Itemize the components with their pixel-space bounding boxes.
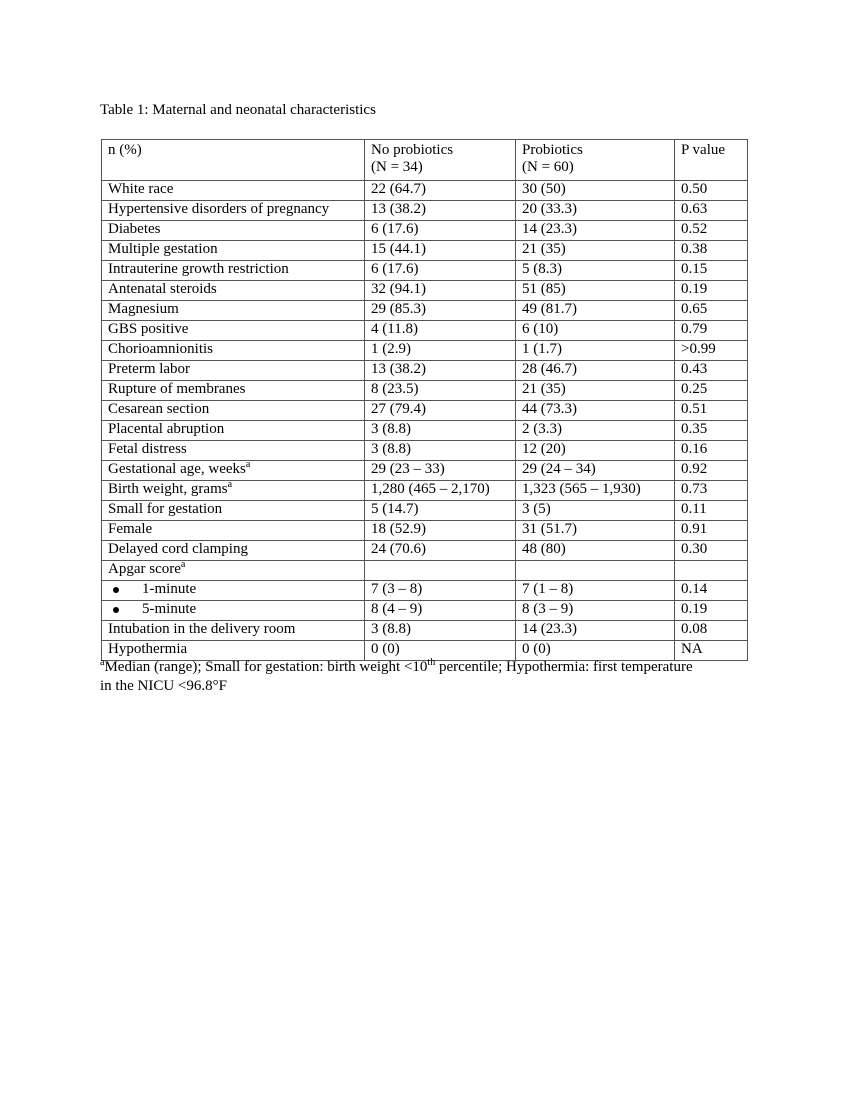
table-row-small-for-gestation — [102, 501, 748, 521]
row-no-probiotics-value-text: 0 (0) — [371, 641, 400, 657]
row-no-probiotics-value-text: 1 (2.9) — [371, 341, 411, 357]
header-n-percent-text: n (%) — [108, 142, 142, 158]
row-p-value-text: 0.52 — [681, 221, 708, 237]
row-p-value — [675, 501, 748, 521]
row-probiotics-value-text: 5 (8.3) — [522, 261, 562, 277]
row-label-text: 5-minute — [142, 601, 197, 617]
row-p-value-text: 0.63 — [681, 201, 708, 217]
row-label-text: Chorioamnionitis — [108, 341, 213, 357]
row-probiotics-value-text: 20 (33.3) — [522, 201, 577, 217]
table-row-intrauterine-growth-restriction — [102, 261, 748, 281]
row-label — [102, 601, 365, 621]
row-no-probiotics-value-text: 6 (17.6) — [371, 221, 419, 237]
row-probiotics-value — [516, 321, 675, 341]
header-p-value — [675, 140, 748, 181]
row-no-probiotics-value — [365, 341, 516, 361]
row-p-value — [675, 461, 748, 481]
table-footnote — [100, 658, 700, 696]
row-p-value — [675, 221, 748, 241]
table-row-apgar-1-minute — [102, 581, 748, 601]
row-p-value — [675, 181, 748, 201]
header-probiotics-n: (N = 60) — [522, 159, 574, 175]
table-row-preterm-labor — [102, 361, 748, 381]
row-label-text: Cesarean section — [108, 401, 210, 417]
row-label — [102, 461, 365, 481]
row-no-probiotics-value — [365, 461, 516, 481]
row-probiotics-value — [516, 541, 675, 561]
row-no-probiotics-value — [365, 581, 516, 601]
row-label — [102, 341, 365, 361]
header-no-probiotics-n: (N = 34) — [371, 159, 423, 175]
row-probiotics-value — [516, 481, 675, 501]
row-probiotics-value — [516, 261, 675, 281]
row-no-probiotics-value — [365, 221, 516, 241]
row-no-probiotics-value-text: 29 (85.3) — [371, 301, 426, 317]
row-p-value — [675, 261, 748, 281]
row-p-value — [675, 561, 748, 581]
row-label — [102, 301, 365, 321]
row-label — [102, 281, 365, 301]
row-probiotics-value-text: 6 (10) — [522, 321, 559, 337]
row-probiotics-value-text: 49 (81.7) — [522, 301, 577, 317]
table-row-diabetes — [102, 221, 748, 241]
row-probiotics-value-text: 1,323 (565 – 1,930) — [522, 481, 641, 497]
table-row-chorioamnionitis — [102, 341, 748, 361]
row-p-value-text: 0.65 — [681, 301, 708, 317]
row-label — [102, 561, 365, 581]
characteristics-table — [101, 139, 748, 661]
row-probiotics-value-text: 12 (20) — [522, 441, 566, 457]
row-p-value — [675, 361, 748, 381]
row-p-value-text: 0.35 — [681, 421, 708, 437]
row-label — [102, 501, 365, 521]
row-no-probiotics-value — [365, 301, 516, 321]
row-no-probiotics-value-text: 8 (23.5) — [371, 381, 419, 397]
row-p-value — [675, 621, 748, 641]
row-p-value-text: 0.79 — [681, 321, 708, 337]
row-probiotics-value-text: 2 (3.3) — [522, 421, 562, 437]
row-p-value-text: 0.14 — [681, 581, 708, 597]
row-label-text: 1-minute — [142, 581, 197, 597]
table-row-rupture-of-membranes — [102, 381, 748, 401]
row-probiotics-value — [516, 601, 675, 621]
row-probiotics-value — [516, 461, 675, 481]
row-p-value-text: 0.38 — [681, 241, 708, 257]
row-label — [102, 361, 365, 381]
row-p-value-text: 0.08 — [681, 621, 708, 637]
row-probiotics-value — [516, 381, 675, 401]
row-label-text: Birth weight, grams — [108, 481, 228, 497]
header-probiotics-title: Probiotics — [522, 142, 583, 158]
row-no-probiotics-value — [365, 481, 516, 501]
row-p-value-text: >0.99 — [681, 341, 716, 357]
table-row-magnesium — [102, 301, 748, 321]
table-caption: Table 1: Maternal and neonatal characteristics — [100, 102, 376, 118]
row-no-probiotics-value-text: 15 (44.1) — [371, 241, 426, 257]
row-p-value — [675, 601, 748, 621]
row-p-value — [675, 381, 748, 401]
row-probiotics-value-text: 14 (23.3) — [522, 621, 577, 637]
row-label-text: Placental abruption — [108, 421, 225, 437]
row-label — [102, 381, 365, 401]
row-probiotics-value — [516, 401, 675, 421]
row-label — [102, 261, 365, 281]
row-no-probiotics-value-text: 3 (8.8) — [371, 441, 411, 457]
row-no-probiotics-value — [365, 401, 516, 421]
row-p-value — [675, 481, 748, 501]
row-probiotics-value-text: 44 (73.3) — [522, 401, 577, 417]
row-p-value-text: 0.50 — [681, 181, 708, 197]
row-probiotics-value-text: 21 (35) — [522, 241, 566, 257]
row-label — [102, 201, 365, 221]
row-label-text: Rupture of membranes — [108, 381, 246, 397]
row-p-value — [675, 421, 748, 441]
table-row-white-race — [102, 181, 748, 201]
table-row-female — [102, 521, 748, 541]
row-p-value-text: 0.15 — [681, 261, 708, 277]
row-p-value — [675, 541, 748, 561]
row-probiotics-value-text: 30 (50) — [522, 181, 566, 197]
row-label — [102, 241, 365, 261]
row-label-text: Magnesium — [108, 301, 179, 317]
row-probiotics-value-text: 1 (1.7) — [522, 341, 562, 357]
row-label-text: Intrauterine growth restriction — [108, 261, 289, 277]
row-p-value-text: 0.51 — [681, 401, 708, 417]
row-label-text: Delayed cord clamping — [108, 541, 248, 557]
row-label — [102, 541, 365, 561]
row-label-text: Intubation in the delivery room — [108, 621, 296, 637]
footnote-sup-th: th — [427, 657, 436, 668]
header-probiotics — [516, 140, 675, 181]
row-label — [102, 221, 365, 241]
row-no-probiotics-value-text: 6 (17.6) — [371, 261, 419, 277]
row-p-value-text: NA — [681, 641, 703, 657]
row-probiotics-value-text: 31 (51.7) — [522, 521, 577, 537]
row-probiotics-value — [516, 501, 675, 521]
table-row-apgar-score — [102, 561, 748, 581]
row-no-probiotics-value — [365, 601, 516, 621]
row-probiotics-value — [516, 561, 675, 581]
row-probiotics-value — [516, 581, 675, 601]
row-no-probiotics-value — [365, 321, 516, 341]
row-probiotics-value — [516, 441, 675, 461]
table-row-fetal-distress — [102, 441, 748, 461]
table-row-gestational-age-weeks — [102, 461, 748, 481]
row-probiotics-value-text: 28 (46.7) — [522, 361, 577, 377]
table-row-intubation-in-the-delivery-room — [102, 621, 748, 641]
row-p-value — [675, 281, 748, 301]
row-label — [102, 481, 365, 501]
row-no-probiotics-value — [365, 201, 516, 221]
row-no-probiotics-value — [365, 521, 516, 541]
row-label-text: Antenatal steroids — [108, 281, 217, 297]
row-no-probiotics-value — [365, 281, 516, 301]
row-probiotics-value — [516, 521, 675, 541]
row-p-value-text: 0.11 — [681, 501, 707, 517]
row-probiotics-value — [516, 201, 675, 221]
row-label-text: Fetal distress — [108, 441, 187, 457]
row-no-probiotics-value-text: 3 (8.8) — [371, 621, 411, 637]
footnote-sup-a: a — [100, 657, 105, 668]
row-probiotics-value-text: 48 (80) — [522, 541, 566, 557]
row-no-probiotics-value-text: 13 (38.2) — [371, 361, 426, 377]
row-label-superscript: a — [227, 480, 233, 490]
header-no-probiotics-title: No probiotics — [371, 142, 454, 158]
row-label-text: Hypothermia — [108, 641, 188, 657]
row-probiotics-value-text: 0 (0) — [522, 641, 551, 657]
row-probiotics-value-text: 7 (1 – 8) — [522, 581, 574, 597]
row-no-probiotics-value-text: 18 (52.9) — [371, 521, 426, 537]
table-row-apgar-5-minute — [102, 601, 748, 621]
footnote-text-1: Median (range); Small for gestation: birth weight <10 — [104, 659, 428, 675]
row-label — [102, 421, 365, 441]
row-no-probiotics-value — [365, 181, 516, 201]
row-p-value-text: 0.43 — [681, 361, 708, 377]
row-no-probiotics-value — [365, 261, 516, 281]
row-p-value-text: 0.25 — [681, 381, 708, 397]
row-label-text: Small for gestation — [108, 501, 223, 517]
row-p-value-text: 0.19 — [681, 601, 708, 617]
table-row-placental-abruption — [102, 421, 748, 441]
row-label — [102, 401, 365, 421]
row-label-superscript: a — [245, 460, 251, 470]
row-label — [102, 581, 365, 601]
row-probiotics-value — [516, 181, 675, 201]
row-probiotics-value-text: 3 (5) — [522, 501, 551, 517]
row-p-value-text: 0.16 — [681, 441, 708, 457]
row-label-text: Hypertensive disorders of pregnancy — [108, 201, 330, 217]
row-no-probiotics-value-text: 29 (23 – 33) — [371, 461, 445, 477]
bullet-icon — [108, 581, 196, 598]
row-label-text: Preterm labor — [108, 361, 191, 377]
row-no-probiotics-value-text: 27 (79.4) — [371, 401, 426, 417]
row-no-probiotics-value — [365, 441, 516, 461]
row-label-text: Multiple gestation — [108, 241, 218, 257]
row-probiotics-value — [516, 281, 675, 301]
row-no-probiotics-value-text: 3 (8.8) — [371, 421, 411, 437]
table-row-antenatal-steroids — [102, 281, 748, 301]
row-no-probiotics-value-text: 32 (94.1) — [371, 281, 426, 297]
row-label — [102, 181, 365, 201]
row-no-probiotics-value — [365, 541, 516, 561]
row-probiotics-value-text: 51 (85) — [522, 281, 566, 297]
row-probiotics-value — [516, 301, 675, 321]
row-label-text: Gestational age, weeks — [108, 461, 246, 477]
row-label-text: Female — [108, 521, 153, 537]
row-no-probiotics-value — [365, 621, 516, 641]
row-no-probiotics-value — [365, 361, 516, 381]
row-p-value — [675, 521, 748, 541]
row-no-probiotics-value — [365, 561, 516, 581]
row-p-value — [675, 201, 748, 221]
row-no-probiotics-value — [365, 501, 516, 521]
row-label-text: Apgar score — [108, 561, 181, 577]
row-probiotics-value-text: 29 (24 – 34) — [522, 461, 596, 477]
row-probiotics-value — [516, 361, 675, 381]
header-n-percent — [102, 140, 365, 181]
row-probiotics-value — [516, 621, 675, 641]
row-p-value — [675, 241, 748, 261]
row-no-probiotics-value-text: 1,280 (465 – 2,170) — [371, 481, 490, 497]
row-p-value-text: 0.73 — [681, 481, 708, 497]
table-row-birth-weight-grams — [102, 481, 748, 501]
bullet-icon — [108, 601, 196, 618]
row-label — [102, 521, 365, 541]
row-no-probiotics-value-text: 24 (70.6) — [371, 541, 426, 557]
table-row-gbs-positive — [102, 321, 748, 341]
row-no-probiotics-value — [365, 241, 516, 261]
row-no-probiotics-value — [365, 421, 516, 441]
row-label — [102, 321, 365, 341]
row-probiotics-value-text: 21 (35) — [522, 381, 566, 397]
header-no-probiotics — [365, 140, 516, 181]
table-row-cesarean-section — [102, 401, 748, 421]
row-no-probiotics-value-text: 13 (38.2) — [371, 201, 426, 217]
row-p-value-text: 0.91 — [681, 521, 708, 537]
header-p-value-text: P value — [681, 142, 726, 158]
row-p-value-text: 0.30 — [681, 541, 708, 557]
row-label — [102, 441, 365, 461]
table-row-multiple-gestation — [102, 241, 748, 261]
row-label-superscript: a — [180, 560, 186, 570]
row-probiotics-value — [516, 241, 675, 261]
table-row-hypertensive-disorders-of-pregnancy — [102, 201, 748, 221]
row-no-probiotics-value-text: 5 (14.7) — [371, 501, 419, 517]
row-label-text: Diabetes — [108, 221, 161, 237]
row-p-value — [675, 341, 748, 361]
row-p-value — [675, 321, 748, 341]
footnote-text-2: percentile; Hypothermia: first temperature in the NICU <96.8°F — [100, 659, 693, 694]
row-probiotics-value — [516, 221, 675, 241]
row-no-probiotics-value-text: 4 (11.8) — [371, 321, 418, 337]
table-header-row — [102, 140, 748, 181]
row-probiotics-value — [516, 421, 675, 441]
row-no-probiotics-value-text: 22 (64.7) — [371, 181, 426, 197]
row-no-probiotics-value-text: 8 (4 – 9) — [371, 601, 423, 617]
row-p-value — [675, 301, 748, 321]
row-label — [102, 621, 365, 641]
row-no-probiotics-value — [365, 381, 516, 401]
row-probiotics-value — [516, 341, 675, 361]
table-row-delayed-cord-clamping — [102, 541, 748, 561]
row-label-text: White race — [108, 181, 174, 197]
row-p-value — [675, 441, 748, 461]
row-label-text: GBS positive — [108, 321, 189, 337]
row-p-value — [675, 581, 748, 601]
row-no-probiotics-value-text: 7 (3 – 8) — [371, 581, 423, 597]
row-p-value-text: 0.92 — [681, 461, 708, 477]
row-probiotics-value-text: 8 (3 – 9) — [522, 601, 574, 617]
row-probiotics-value-text: 14 (23.3) — [522, 221, 577, 237]
row-p-value-text: 0.19 — [681, 281, 708, 297]
row-p-value — [675, 401, 748, 421]
